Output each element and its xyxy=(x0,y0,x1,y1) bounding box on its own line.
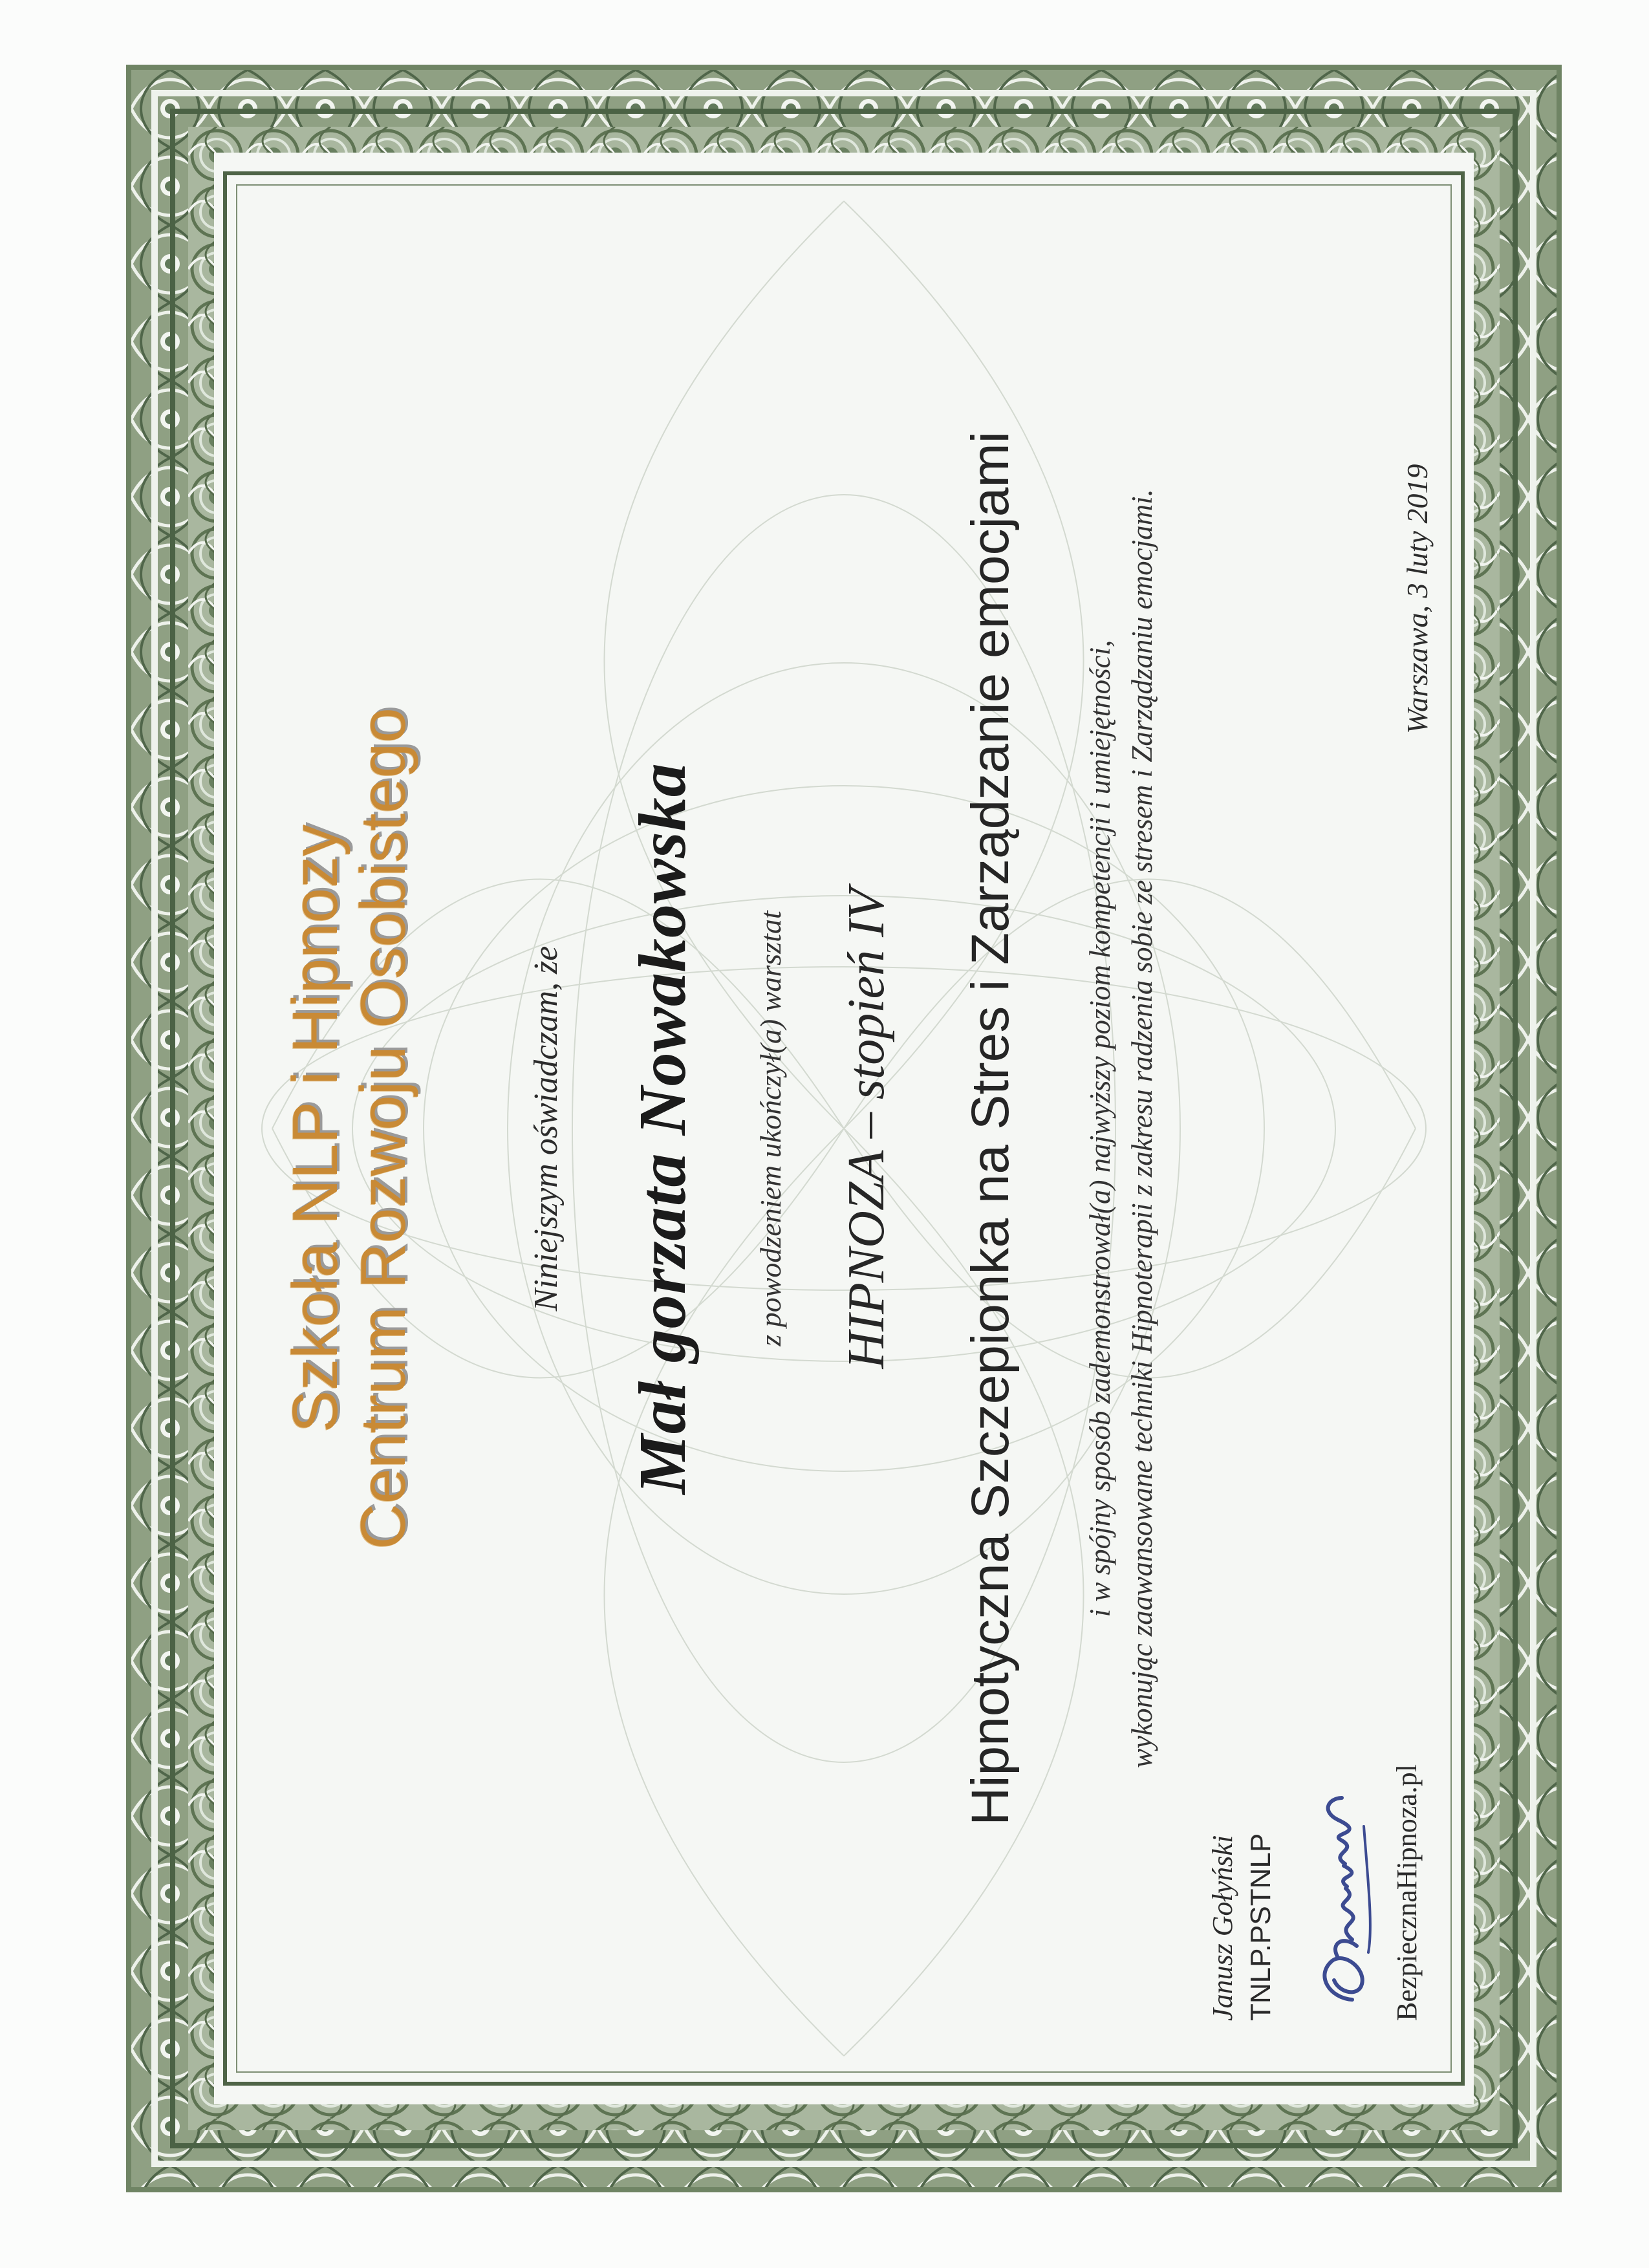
signatory-title: TNLP.PSTNLP xyxy=(1245,1833,1277,2021)
workshop-title: Hipnotyczna Szczepionka na Stres i Zarządzanie emocjami xyxy=(961,431,1020,1826)
rotated-certificate-content xyxy=(223,191,1434,2066)
signatory-name: Janusz Gołyński xyxy=(1207,1835,1238,2021)
website: BezpiecznaHipnoza.pl xyxy=(1391,1764,1423,2021)
description-line-2: wykonując zaawansowane techniki Hipnoterapii z zakresu radzenia sobie ze stresem i Zarządzaniu emocjami. xyxy=(1126,489,1158,1768)
recipient-name: Mał gorzata Nowakowska xyxy=(625,762,700,1495)
description-line-1: i w spójny sposób zademonstrował(a) najwyższy poziom kompetencji i umiejętności, xyxy=(1084,640,1116,1617)
school-name-line-1: Szkoła NLP i Hipnozy xyxy=(279,824,350,1433)
handwritten-signature xyxy=(1297,1778,1400,2011)
place-and-date: Warszawa, 3 luty 2019 xyxy=(1401,464,1434,734)
completion-statement: z powodzeniem ukończył(a) warsztat xyxy=(754,911,787,1346)
course-level: HIPNOZA – stopień IV xyxy=(838,888,895,1369)
school-name-line-2: Centrum Rozwoju Osobistego xyxy=(347,707,418,1550)
certificate-intro: Niniejszym oświadczam, że xyxy=(528,945,565,1312)
